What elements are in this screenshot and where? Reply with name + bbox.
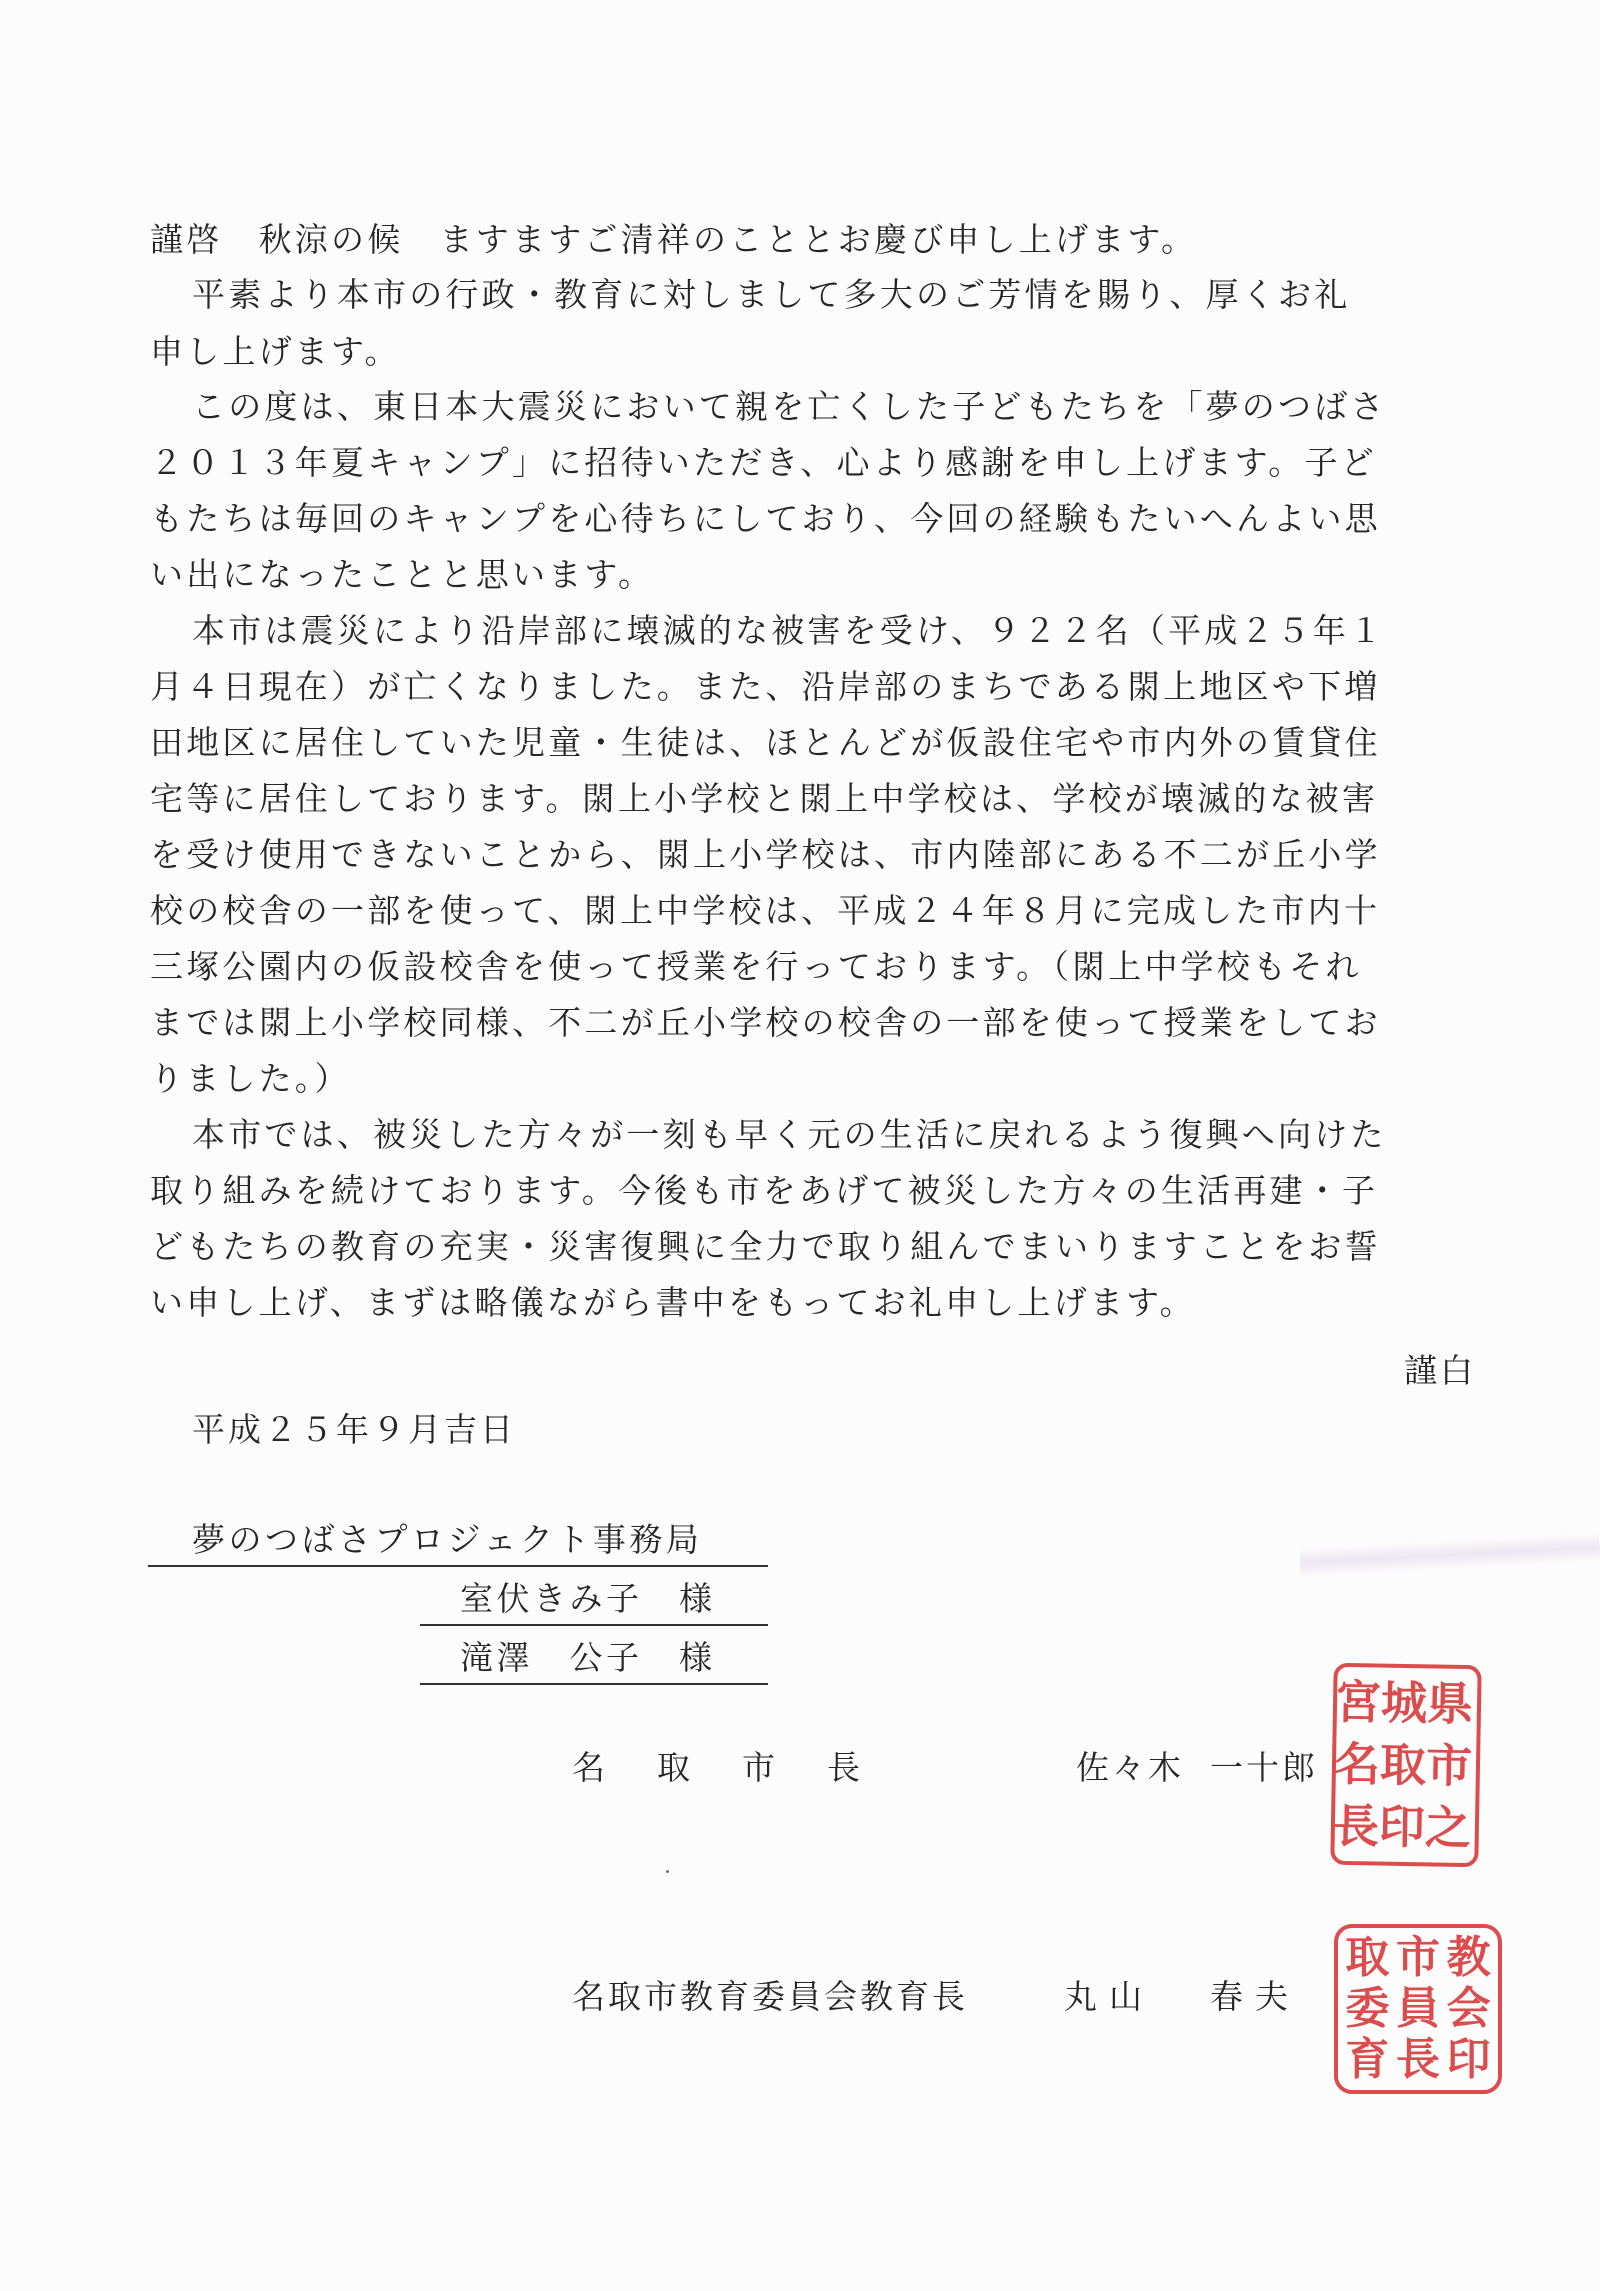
- signer-title: 名取市教育委員会教育長: [572, 1977, 968, 2016]
- body-line: 宅等に居住しております。閖上小学校と閖上中学校は、学校が壊滅的な被害: [150, 779, 1379, 818]
- body-line: 校の校舎の一部を使って、閖上中学校は、平成２４年８月に完成した市内十: [150, 891, 1381, 930]
- body-line: い申し上げ、まずは略儀ながら書中をもってお礼申し上げます。: [150, 1283, 1196, 1322]
- recipient-block: [148, 1518, 768, 1688]
- body-line: この度は、東日本大震災において親を亡くした子どもたちを「夢のつばさ: [192, 387, 1387, 426]
- body-line: りました。）: [150, 1059, 351, 1098]
- underline: [420, 1624, 768, 1626]
- signer-given-name: 一十郎: [1210, 1748, 1318, 1787]
- body-line: い出になったことと思います。: [150, 555, 655, 594]
- recipient-name: 室伏きみ子 様: [460, 1579, 716, 1618]
- body-line: もたちは毎回のキャンプを心待ちにしており、今回の経験もたいへんよい思: [150, 499, 1381, 538]
- greeting-line: 謹啓 秋涼の候 ますますご清祥のこととお慶び申し上げます。: [150, 220, 1198, 259]
- body-line: 田地区に居住していた児童・生徒は、ほとんどが仮設住宅や市内外の賃貸住: [150, 723, 1381, 762]
- body-line: 申し上げます。: [150, 332, 401, 371]
- signer-name: [1076, 1746, 1318, 1790]
- letter-date: 平成２５年９月吉日: [192, 1410, 516, 1449]
- underline: [420, 1683, 768, 1685]
- recipient-organization: 夢のつばさプロジェクト事務局: [192, 1520, 703, 1559]
- education-board-seal-stamp: 教 会 印 市 員 長 取 委 育: [1334, 1924, 1502, 2094]
- body-line: を受け使用できないことから、閖上小学校は、市内陸部にある不二が丘小学: [150, 835, 1381, 874]
- body-line: ２０１３年夏キャンプ」に招待いただき、心より感謝を申し上げます。子ど: [150, 443, 1377, 482]
- closing-word: 謹白: [1404, 1351, 1476, 1390]
- body-line: 平素より本市の行政・教育に対しまして多大のご芳情を賜り、厚くお礼: [192, 275, 1351, 314]
- underline: [148, 1565, 768, 1567]
- signer-family-name: 丸山: [1064, 1977, 1154, 2016]
- signer-title: 名取市長: [572, 1748, 912, 1787]
- body-line: 本市は震災により沿岸部に壊滅的な被害を受け、９２２名（平成２５年１: [192, 611, 1386, 650]
- body-line: 取り組みを続けております。今後も市をあげて被災した方々の生活再建・子: [150, 1171, 1379, 1210]
- body-line: どもたちの教育の充実・災害復興に全力で取り組んでまいりますことをお誓: [150, 1227, 1381, 1266]
- stray-mark: [666, 1870, 669, 1873]
- signer-given-name: 春夫: [1210, 1977, 1300, 2016]
- body-line: 月４日現在）が亡くなりました。また、沿岸部のまちである閖上地区や下増: [150, 667, 1381, 706]
- mayor-seal-stamp: 県 市 之 城 取 印 宮 名 長: [1330, 1663, 1482, 1868]
- body-line: までは閖上小学校同様、不二が丘小学校の校舎の一部を使って授業をしてお: [150, 1003, 1381, 1042]
- signer-name: [1064, 1975, 1300, 2019]
- recipient-name: 滝澤 公子 様: [460, 1638, 716, 1677]
- signer-family-name: 佐々木: [1076, 1748, 1184, 1787]
- body-line: 本市では、被災した方々が一刻も早く元の生活に戻れるよう復興へ向けた: [192, 1115, 1387, 1154]
- body-line: 三塚公園内の仮設校舎を使って授業を行っております。（閖上中学校もそれ: [150, 947, 1362, 986]
- paper-fold-shadow: [1299, 1532, 1600, 1578]
